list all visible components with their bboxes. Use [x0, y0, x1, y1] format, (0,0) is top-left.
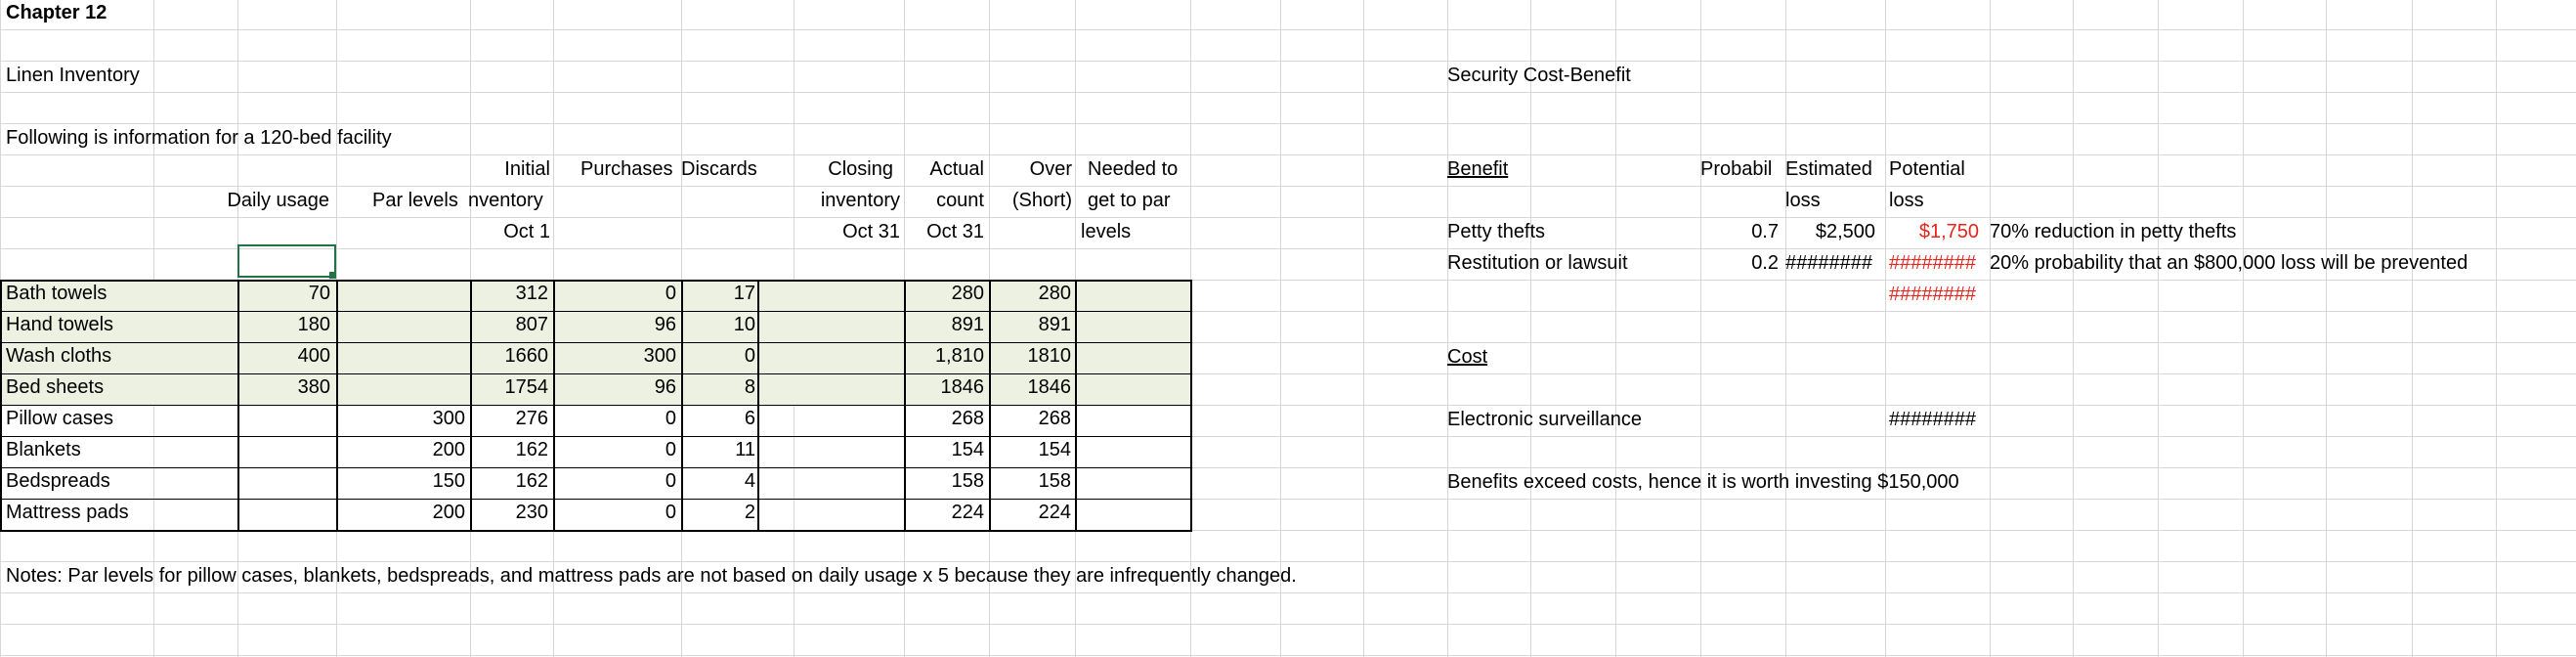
potential-loss-header-1: Potential [1889, 158, 1965, 180]
selected-cell[interactable] [237, 244, 336, 278]
table-cell-actual: 268 [951, 408, 984, 429]
table-cell-over: 158 [1038, 470, 1071, 492]
table-cell-discards: 8 [744, 376, 755, 398]
gridline-col [1615, 0, 1616, 657]
table-cell-actual: 158 [951, 470, 984, 492]
table-cell-discards: 10 [733, 314, 755, 335]
potential-loss-header-2: loss [1889, 190, 1924, 211]
gridline-row [0, 154, 2576, 155]
header-daily-usage: Daily usage [227, 190, 329, 211]
gridline-col [1530, 0, 1531, 657]
gridline-col [2073, 0, 2074, 657]
row-item-label: Mattress pads [6, 502, 129, 523]
table-cell-daily [237, 435, 330, 464]
table-cell-purchases: 0 [665, 439, 676, 460]
table-cell-needed [1075, 279, 1184, 308]
table-cell-daily: 180 [297, 314, 330, 335]
petty-thefts-label: Petty thefts [1447, 221, 1546, 242]
table-cell-over: 224 [1038, 502, 1071, 523]
restitution-probability: 0.2 [1751, 252, 1779, 274]
petty-thefts-potential: $1,750 [1918, 221, 1979, 242]
gridline-row [0, 655, 2576, 656]
gridline-col [2158, 0, 2159, 657]
table-cell-daily [237, 404, 330, 433]
estimated-loss-header-1: Estimated [1785, 158, 1872, 180]
table-cell-daily: 400 [297, 345, 330, 367]
row-item-label: Bed sheets [6, 376, 105, 398]
table-cell-purchases: 300 [643, 345, 676, 367]
table-cell-actual: 224 [951, 502, 984, 523]
header-actual-2: count [936, 190, 984, 211]
probability-header: Probabil [1700, 158, 1773, 180]
table-cell-closing [794, 279, 899, 308]
gridline-col [1700, 0, 1701, 657]
header-initial-2: nventory [468, 190, 543, 211]
gridline-row [0, 92, 2576, 93]
table-cell-initial: 1754 [504, 376, 548, 398]
table-cell-closing [794, 310, 899, 339]
row-item-label: Hand towels [6, 314, 114, 335]
table-cell-needed [1075, 435, 1184, 464]
table-cell-purchases: 96 [654, 314, 676, 335]
row-item-label: Bath towels [6, 283, 107, 304]
gridline-col [1363, 0, 1364, 657]
table-cell-closing [794, 404, 899, 433]
conclusion-text: Benefits exceed costs, hence it is worth investing $150,000 [1447, 471, 1959, 493]
table-cell-closing [794, 498, 899, 527]
table-cell-par: 200 [432, 439, 465, 460]
surveillance-label: Electronic surveillance [1447, 409, 1642, 430]
gridline-col [1280, 0, 1281, 657]
gridline-col [2243, 0, 2244, 657]
header-needed-2: get to par [1088, 190, 1171, 211]
security-title: Security Cost-Benefit [1447, 65, 1631, 86]
benefit-heading: Benefit [1447, 158, 1509, 180]
table-cell-needed [1075, 404, 1184, 433]
row-item-label: Blankets [6, 439, 81, 460]
table-cell-over: 1810 [1027, 345, 1071, 367]
restitution-label: Restitution or lawsuit [1447, 252, 1628, 274]
restitution-note: 20% probability that an $800,000 loss will be prevented [1990, 252, 2469, 274]
table-cell-initial: 230 [515, 502, 548, 523]
header-actual-3: Oct 31 [926, 221, 984, 242]
table-cell-par [336, 372, 465, 402]
table-cell-closing [794, 435, 899, 464]
row-item-label: Pillow cases [6, 408, 114, 429]
table-cell-initial: 162 [515, 439, 548, 460]
table-cell-purchases: 0 [665, 502, 676, 523]
table-cell-initial: 312 [515, 283, 548, 304]
table-cell-purchases: 0 [665, 408, 676, 429]
table-cell-par: 300 [432, 408, 465, 429]
header-closing-3: Oct 31 [842, 221, 900, 242]
table-cell-actual: 154 [951, 439, 984, 460]
table-cell-purchases: 0 [665, 283, 676, 304]
table-cell-initial: 807 [515, 314, 548, 335]
gridline-col [1885, 0, 1886, 657]
table-cell-discards: 0 [744, 345, 755, 367]
table-cell-needed [1075, 466, 1184, 496]
table-cell-daily [237, 466, 330, 496]
table-cell-over: 154 [1038, 439, 1071, 460]
table-cell-actual: 1846 [940, 376, 984, 398]
row-item-label: Wash cloths [6, 345, 112, 367]
header-initial-1: Initial [504, 158, 550, 180]
gridline-col [2496, 0, 2497, 657]
table-cell-daily: 70 [308, 283, 330, 304]
table-border-col [1190, 280, 1192, 531]
petty-thefts-note: 70% reduction in petty thefts [1990, 221, 2237, 242]
table-cell-needed [1075, 310, 1184, 339]
header-actual-1: Actual [929, 158, 984, 180]
table-cell-discards: 11 [735, 439, 755, 460]
intro-text: Following is information for a 120-bed facility [6, 127, 392, 149]
table-cell-actual: 891 [951, 314, 984, 335]
table-cell-initial: 1660 [504, 345, 548, 367]
table-cell-par [336, 279, 465, 308]
gridline-col [1990, 0, 1991, 657]
table-cell-par [336, 310, 465, 339]
header-over-1: Over [1029, 158, 1072, 180]
gridline-row [0, 624, 2576, 625]
notes-text: Notes: Par levels for pillow cases, blankets, bedspreads, and mattress pads are not based on daily usage x 5 because they are infrequently changed. [6, 565, 1297, 587]
table-cell-over: 280 [1038, 283, 1071, 304]
table-border-col [757, 280, 759, 531]
table-cell-purchases: 0 [665, 470, 676, 492]
chapter-title: Chapter 12 [6, 2, 107, 23]
estimated-loss-header-2: loss [1785, 190, 1821, 211]
table-cell-needed [1075, 498, 1184, 527]
table-cell-daily [237, 498, 330, 527]
table-cell-initial: 276 [515, 408, 548, 429]
table-cell-over: 1846 [1027, 376, 1071, 398]
table-cell-discards: 6 [744, 408, 755, 429]
header-par-levels: Par levels [372, 190, 458, 211]
table-cell-discards: 17 [733, 283, 755, 304]
cost-heading: Cost [1447, 346, 1488, 368]
table-cell-daily: 380 [297, 376, 330, 398]
table-cell-over: 268 [1038, 408, 1071, 429]
header-needed-3: levels [1081, 221, 1132, 242]
restitution-potential: ######## [1889, 252, 1976, 274]
table-cell-closing [794, 341, 899, 371]
table-cell-needed [1075, 372, 1184, 402]
table-cell-discards: 2 [744, 502, 755, 523]
table-border-col [0, 280, 2, 531]
petty-thefts-probability: 0.7 [1751, 221, 1779, 242]
header-purchases: Purchases [580, 158, 673, 180]
restitution-estimated: ######## [1785, 252, 1872, 274]
gridline-row [0, 592, 2576, 593]
table-border-row [0, 530, 1192, 532]
gridline-col [2326, 0, 2327, 657]
header-discards: Discards [681, 158, 757, 180]
table-cell-closing [794, 372, 899, 402]
surveillance-cost: ######## [1889, 409, 1976, 430]
gridline-col [2412, 0, 2413, 657]
header-initial-3: Oct 1 [503, 221, 550, 242]
gridline-row [0, 61, 2576, 62]
gridline-row [0, 29, 2576, 30]
gridline-col [1785, 0, 1786, 657]
row-item-label: Bedspreads [6, 470, 110, 492]
table-cell-initial: 162 [515, 470, 548, 492]
table-cell-over: 891 [1038, 314, 1071, 335]
header-closing-1: Closing [828, 158, 893, 180]
table-cell-actual: 280 [951, 283, 984, 304]
table-cell-closing [794, 466, 899, 496]
benefit-total: ######## [1889, 284, 1976, 305]
table-cell-actual: 1,810 [934, 345, 984, 367]
header-needed-1: Needed to [1088, 158, 1179, 180]
header-closing-2: inventory [820, 190, 900, 211]
table-cell-discards: 4 [744, 470, 755, 492]
table-cell-par: 150 [432, 470, 465, 492]
table-cell-par: 200 [432, 502, 465, 523]
header-over-2: (Short) [1011, 190, 1072, 211]
table-cell-par [336, 341, 465, 371]
petty-thefts-estimated: $2,500 [1815, 221, 1875, 242]
fill-handle[interactable] [329, 272, 336, 279]
gridline-col [1447, 0, 1448, 657]
linen-inventory-title: Linen Inventory [6, 65, 140, 86]
table-cell-purchases: 96 [654, 376, 676, 398]
table-cell-needed [1075, 341, 1184, 371]
